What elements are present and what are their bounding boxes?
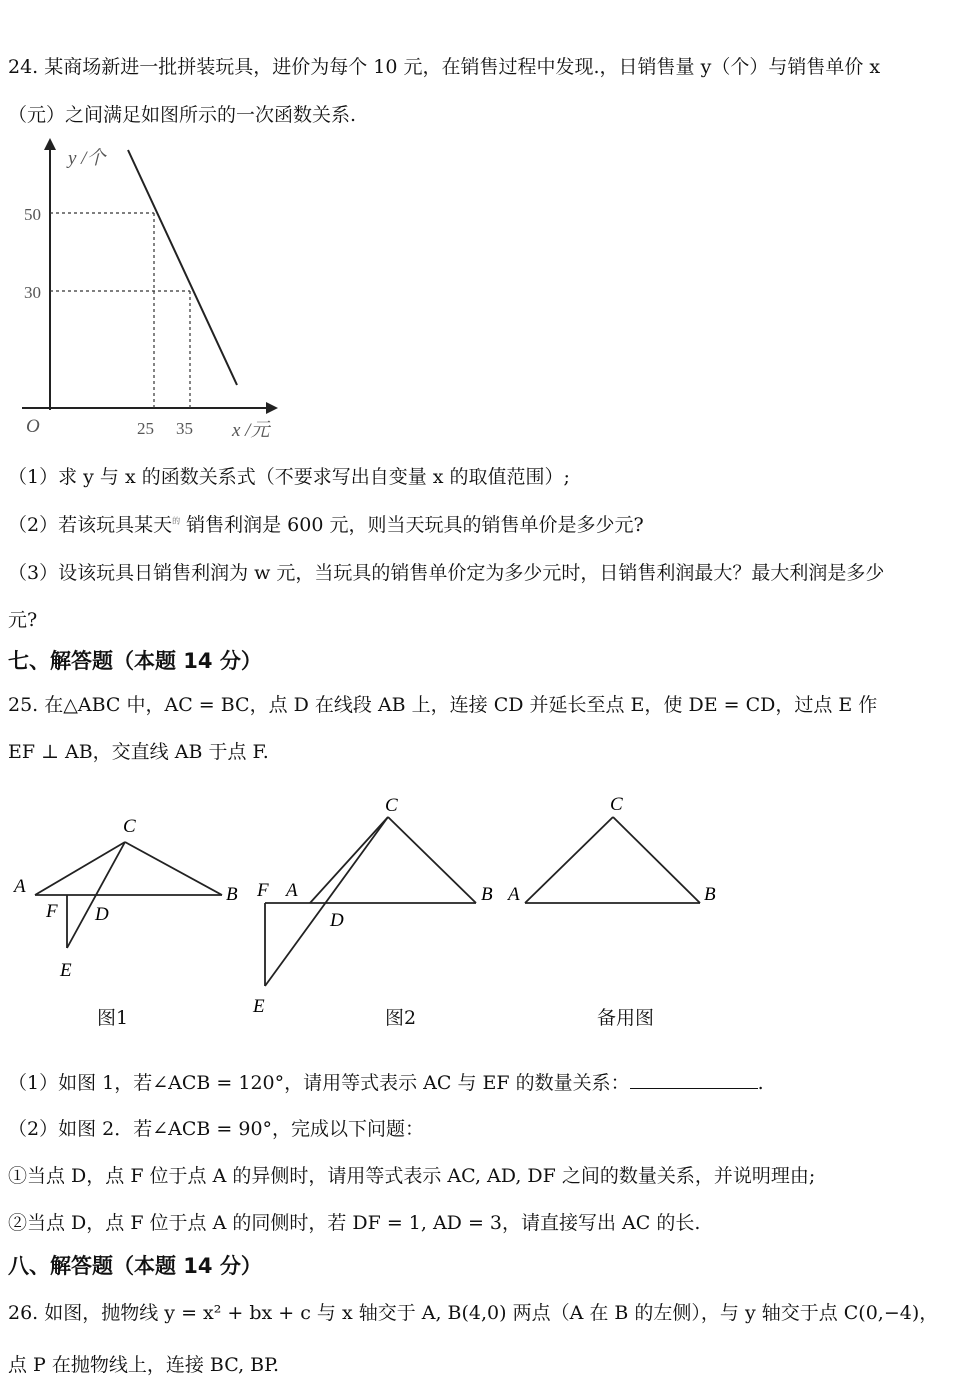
q24-part3-a: （3）设该玩具日销售利润为 w 元，当玩具的销售单价定为多少元时，日销售利润最大？最大利润是多少: [8, 562, 885, 584]
y-tick-30: 30: [24, 283, 41, 302]
fig1-label-b: B: [226, 884, 238, 905]
q25-part1: [8, 1068, 764, 1095]
fig3-label-c: C: [610, 794, 623, 815]
fig1-label-a: A: [14, 876, 26, 897]
y-axis-arrow: [44, 138, 56, 150]
fig2-label-d: D: [330, 910, 344, 931]
origin-label: O: [26, 416, 40, 437]
fig1-label-e: E: [60, 960, 72, 981]
section-8-title: 八、解答题（本题 14 分）: [8, 1254, 262, 1278]
scan-mark: 的: [172, 516, 181, 526]
q24-line2: （元）之间满足如图所示的一次函数关系.: [8, 104, 357, 126]
q25-line2: EF ⊥ AB，交直线 AB 于点 F.: [8, 741, 269, 763]
fig1-label-f: F: [46, 901, 58, 922]
q26-line2: 点 P 在抛物线上，连接 BC, BP.: [8, 1354, 280, 1376]
fig2-caption: 图2: [385, 1007, 417, 1029]
q24-part2-b: 销售利润是 600 元，则当天玩具的销售单价是多少元?: [180, 514, 644, 536]
q24-part3-b: 元?: [8, 609, 38, 631]
fig1-segment-bc: [125, 842, 222, 895]
q24-line1: 24. 某商场新进一批拼装玩具，进价为每个 10 元，在销售过程中发现.，日销售量 y（个）与销售单价 x: [8, 56, 881, 78]
fig1-label-c: C: [123, 816, 136, 837]
fig3-segment-ac: [525, 817, 613, 903]
q25-part1-b: .: [757, 1072, 764, 1094]
x-axis-label: x /元: [232, 420, 270, 441]
fig3-caption: 备用图: [597, 1007, 655, 1029]
fig1-label-d: D: [95, 904, 109, 925]
q24-graph: [20, 138, 290, 448]
y-axis-label: y /个: [68, 148, 106, 169]
q24-part1: （1）求 y 与 x 的函数关系式（不要求写出自变量 x 的取值范围）;: [8, 466, 570, 488]
q25-sub1: ①当点 D，点 F 位于点 A 的异侧时，请用等式表示 AC, AD, DF 之间的数量关系，并说明理由;: [8, 1165, 816, 1187]
fig2-label-b: B: [481, 884, 493, 905]
section-7-title: 七、解答题（本题 14 分）: [8, 649, 262, 673]
fig2-label-e: E: [253, 996, 265, 1017]
answer-blank: [630, 1072, 758, 1089]
figure-backup: [500, 790, 740, 920]
fig2-segment-ce: [265, 817, 388, 986]
q24-part2-a: （2）若该玩具某天: [8, 514, 173, 536]
q26-line1: 26. 如图，抛物线 y = x² + bx + c 与 x 轴交于 A, B(4,0) 两点（A 在 B 的左侧），与 y 轴交于点 C(0,−4)，: [8, 1302, 939, 1324]
fig3-label-b: B: [704, 884, 716, 905]
figure-1: [0, 800, 260, 1000]
q25-part2: （2）如图 2．若∠ACB = 90°，完成以下问题：: [8, 1118, 425, 1140]
fig2-segment-bc: [388, 817, 476, 903]
q25-sub2: ②当点 D，点 F 位于点 A 的同侧时，若 DF = 1, AD = 3，请直接写出 AC 的长.: [8, 1212, 701, 1234]
fig1-caption: 图1: [97, 1007, 129, 1029]
x-tick-35: 35: [176, 419, 193, 438]
fig2-label-f: F: [257, 880, 269, 901]
x-axis-arrow: [266, 402, 278, 414]
q25-line1: 25. 在△ABC 中，AC = BC，点 D 在线段 AB 上，连接 CD 并延长至点 E，使 DE = CD，过点 E 作: [8, 694, 878, 716]
fig2-label-a: A: [286, 880, 298, 901]
fig3-segment-bc: [613, 817, 700, 903]
q24-part2: [8, 510, 644, 537]
fig2-segment-ac: [310, 817, 388, 903]
linear-function-line: [128, 150, 237, 385]
figure-2: [240, 790, 510, 1030]
fig3-label-a: A: [508, 884, 520, 905]
fig2-label-c: C: [385, 795, 398, 816]
y-tick-50: 50: [24, 205, 41, 224]
q25-part1-a: （1）如图 1，若∠ACB = 120°，请用等式表示 AC 与 EF 的数量关系：: [8, 1072, 630, 1094]
x-tick-25: 25: [137, 419, 154, 438]
